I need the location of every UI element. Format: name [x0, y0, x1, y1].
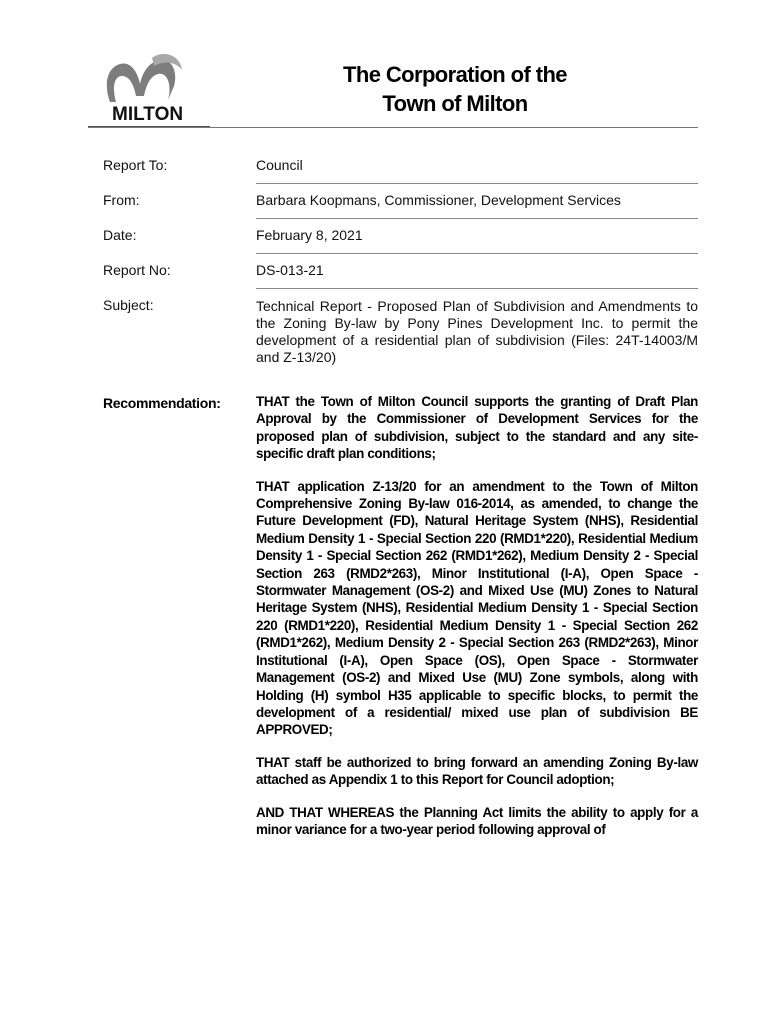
meta-label: Subject:: [103, 297, 154, 313]
milton-logo: [88, 52, 208, 128]
meta-value: Barbara Koopmans, Commissioner, Development Services: [256, 184, 698, 219]
recommendation-label: Recommendation:: [103, 395, 221, 411]
recommendation-section: [103, 393, 698, 853]
report-metadata: [103, 149, 698, 375]
meta-value: February 8, 2021: [256, 219, 698, 254]
meta-label: Report To:: [103, 157, 168, 173]
meta-row-report-to: [103, 149, 698, 184]
header-divider: [88, 127, 698, 128]
recommendation-paragraph: THAT the Town of Milton Council supports the granting of Draft Plan Approval by the Commissioner of Development Services for the proposed plan of subdivision, subject to the standard and any site-specific draft plan conditions;: [256, 394, 698, 462]
meta-label: Report No:: [103, 262, 171, 278]
meta-value: Council: [256, 149, 698, 184]
meta-label: Date:: [103, 227, 137, 243]
recommendation-paragraph: THAT staff be authorized to bring forward an amending Zoning By-law attached as Appendix 1 to this Report for Council adoption;: [256, 754, 698, 788]
meta-row-report-no: [103, 254, 698, 289]
title-line-2: Town of Milton: [382, 91, 528, 116]
recommendation-body: [256, 393, 698, 853]
meta-label: From:: [103, 192, 140, 208]
meta-value: DS-013-21: [256, 254, 698, 289]
logo-text: MILTON: [112, 104, 184, 125]
title-line-1: The Corporation of the: [343, 62, 567, 87]
meta-row-date: [103, 219, 698, 254]
milton-logo-icon: [96, 52, 196, 108]
meta-value-subject: Technical Report - Proposed Plan of Subdivision and Amendments to the Zoning By-law by Pony Pines Development Inc. to permit the development of a residential plan of subdivision (Files: 24T-14003/M and Z-13/20): [256, 298, 698, 365]
meta-row-subject: [103, 289, 698, 375]
meta-row-from: [103, 184, 698, 219]
page-title: [250, 60, 660, 118]
recommendation-paragraph: THAT application Z-13/20 for an amendment to the Town of Milton Comprehensive Zoning By-law 016-2014, as amended, to change the Future Development (FD), Natural Heritage System (NHS), Residential Medium Density 1 - Special Section 220 (RMD1*220), Residential Medium Density 1 - Special Section 262 (RMD1*262), Medium Density 2 - Special Section 263 (RMD2*263), Minor Institutional (I-A), Open Space - Stormwater Management (OS-2) and Mixed Use (MU) Zones to Natural Heritage System (NHS), Residential Medium Density 1 - Special Section 220 (RMD1*220), Residential Medium Density 1 - Special Section 262 (RMD1*262), Medium Density 2 - Special Section 263 (RMD2*263), Minor Institutional (I-A), Open Space (OS), Open Space - Stormwater Management (OS-2) and Mixed Use (MU) Zone symbols, along with Holding (H) symbol H35 applicable to specific blocks, to permit the development of a residential/ mixed use plan of subdivision BE APPROVED;: [256, 478, 698, 738]
recommendation-paragraph: AND THAT WHEREAS the Planning Act limits the ability to apply for a minor variance for a two-year period following approval of: [256, 804, 698, 837]
